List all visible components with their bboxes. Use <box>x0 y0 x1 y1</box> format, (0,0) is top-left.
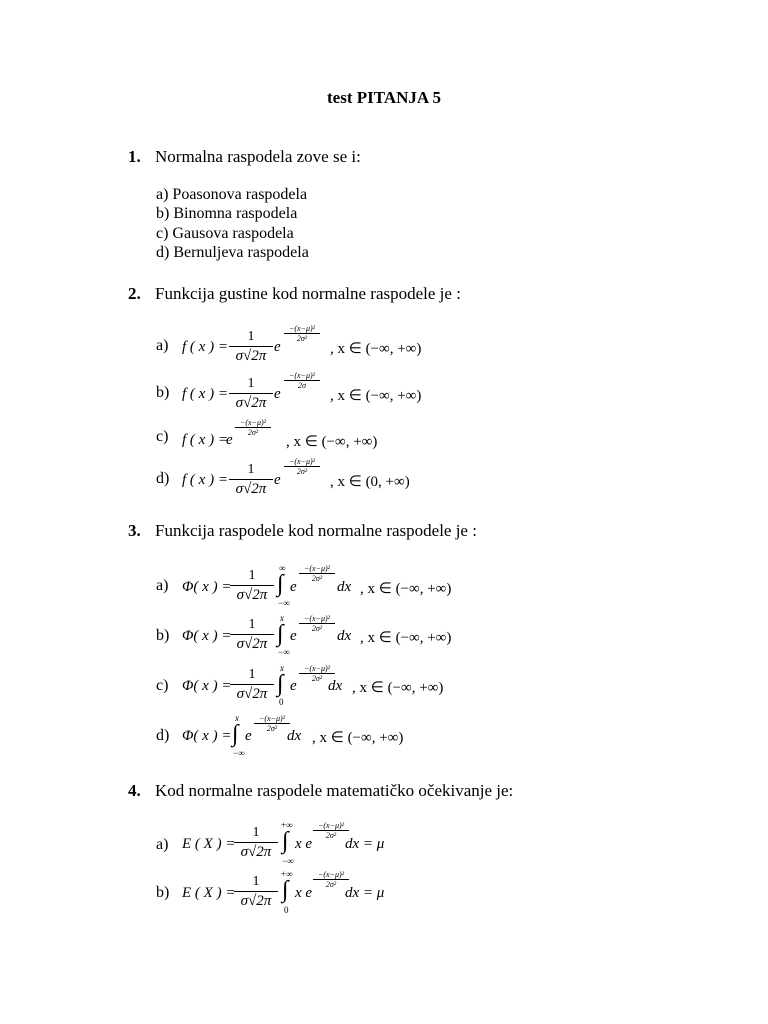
formula-3d-domain: , x ∈ (−∞, +∞) <box>312 730 404 746</box>
formula-3c-lower-limit: 0 <box>279 697 284 707</box>
formula-4b-lower-limit: 0 <box>284 905 289 915</box>
question-1-number: 1. <box>128 147 141 166</box>
formula-2d-fraction: 1 σ√2π <box>229 462 273 498</box>
formula-3d-lhs: Φ( x ) = <box>182 728 232 744</box>
question-1-option-d: d) Bernuljeva raspodela <box>156 244 309 261</box>
formula-3c-lhs: Φ( x ) = <box>182 678 232 694</box>
question-2-text: Funkcija gustine kod normalne raspodele je : <box>155 284 461 303</box>
question-3-label-b: b) <box>156 627 170 644</box>
formula-3c-exponent: −(x−μ)² 2σ² <box>297 664 337 683</box>
formula-3c-base: e <box>290 678 297 694</box>
formula-3a-domain: , x ∈ (−∞, +∞) <box>360 581 452 597</box>
formula-4a-integral: ∫ <box>282 828 289 854</box>
question-2-label-a: a) <box>156 337 169 354</box>
formula-4a-lower-limit: −∞ <box>282 856 294 866</box>
formula-4a-lhs: E ( X ) = <box>182 836 236 852</box>
formula-3a-lhs: Φ( x ) = <box>182 579 232 595</box>
formula-4b-lhs: E ( X ) = <box>182 885 236 901</box>
question-4-text: Kod normalne raspodele matematičko očekivanje je: <box>155 781 514 800</box>
formula-3b-lhs: Φ( x ) = <box>182 628 232 644</box>
question-2-label-c: c) <box>156 428 169 445</box>
formula-2c-domain: , x ∈ (−∞, +∞) <box>286 434 378 450</box>
page-title: test PITANJA 5 <box>327 88 441 107</box>
formula-2b-exponent: −(x−μ)² 2σ <box>282 371 322 390</box>
question-1-option-c: c) Gausova raspodela <box>156 225 294 242</box>
formula-3c-domain: , x ∈ (−∞, +∞) <box>352 680 444 696</box>
formula-3c-integral: ∫ <box>277 671 284 697</box>
formula-2a-fraction: 1 σ√2π <box>229 329 273 365</box>
formula-3c-dx: dx <box>328 678 343 694</box>
formula-3b-fraction: 1 σ√2π <box>230 617 274 653</box>
formula-2d-lhs: f ( x ) = <box>182 472 228 488</box>
question-2-label-b: b) <box>156 384 170 401</box>
formula-4a-upper-limit: +∞ <box>281 820 293 830</box>
formula-3d-dx: dx <box>287 728 302 744</box>
question-3-label-c: c) <box>156 677 169 694</box>
formula-2c-exponent: −(x−μ)² 2σ² <box>233 418 273 437</box>
formula-2b-domain: , x ∈ (−∞, +∞) <box>330 388 422 404</box>
formula-3d-exponent: −(x−μ)² 2σ² <box>252 714 292 733</box>
formula-3a-fraction: 1 σ√2π <box>230 568 274 604</box>
formula-2c-lhs: f ( x ) = <box>182 432 228 448</box>
formula-3b-lower-limit: −∞ <box>278 647 290 657</box>
formula-3d-integral: ∫ <box>232 721 239 747</box>
formula-4b-integrand: x e <box>295 885 313 901</box>
question-4-number: 4. <box>128 781 141 800</box>
formula-4b-fraction: 1 σ√2π <box>234 874 278 910</box>
formula-3d-upper-limit: x <box>235 713 239 723</box>
formula-3c-upper-limit: x <box>280 663 284 673</box>
formula-3b-exponent: −(x−μ)² 2σ² <box>297 614 337 633</box>
formula-4b-rhs: dx = μ <box>345 885 385 901</box>
question-3-text: Funkcija raspodele kod normalne raspodele je : <box>155 521 477 540</box>
formula-2a-lhs: f ( x ) = <box>182 339 228 355</box>
question-3-number: 3. <box>128 521 141 540</box>
formula-4a-rhs: dx = μ <box>345 836 385 852</box>
formula-2d-domain: , x ∈ (0, +∞) <box>330 474 410 490</box>
formula-2a-exponent: −(x−μ)² 2σ² <box>282 324 322 343</box>
formula-2a-domain: , x ∈ (−∞, +∞) <box>330 341 422 357</box>
formula-3b-base: e <box>290 628 297 644</box>
formula-4b-integral: ∫ <box>282 877 289 903</box>
question-1-option-a: a) Poasonova raspodela <box>156 186 308 203</box>
question-1-option-b: b) Binomna raspodela <box>156 205 298 222</box>
formula-4b-exponent: −(x−μ)² 2σ² <box>311 870 351 889</box>
formula-3b-upper-limit: x <box>280 613 284 623</box>
formula-3b-domain: , x ∈ (−∞, +∞) <box>360 630 452 646</box>
question-4-label-b: b) <box>156 884 170 901</box>
formula-2a-base: e <box>274 339 281 355</box>
formula-2b-base: e <box>274 386 281 402</box>
formula-3a-dx: dx <box>337 579 352 595</box>
formula-3a-lower-limit: −∞ <box>278 598 290 608</box>
question-3-label-d: d) <box>156 727 170 744</box>
formula-2c-base: e <box>226 432 233 448</box>
formula-4b-upper-limit: +∞ <box>281 869 293 879</box>
formula-2d-base: e <box>274 472 281 488</box>
question-2-number: 2. <box>128 284 141 303</box>
formula-3a-base: e <box>290 579 297 595</box>
formula-3a-integral: ∫ <box>277 571 284 597</box>
formula-4a-fraction: 1 σ√2π <box>234 825 278 861</box>
formula-3d-base: e <box>245 728 252 744</box>
formula-3b-dx: dx <box>337 628 352 644</box>
formula-4a-integrand: x e <box>295 836 313 852</box>
formula-3b-integral: ∫ <box>277 621 284 647</box>
formula-2b-fraction: 1 σ√2π <box>229 376 273 412</box>
formula-2b-lhs: f ( x ) = <box>182 386 228 402</box>
formula-3c-fraction: 1 σ√2π <box>230 667 274 703</box>
formula-3a-exponent: −(x−μ)² 2σ² <box>297 564 337 583</box>
question-4-label-a: a) <box>156 836 169 853</box>
formula-3a-upper-limit: ∞ <box>279 563 286 573</box>
formula-3d-lower-limit: −∞ <box>233 748 245 758</box>
question-2-label-d: d) <box>156 470 170 487</box>
question-3-label-a: a) <box>156 577 169 594</box>
formula-2d-exponent: −(x−μ)² 2σ² <box>282 457 322 476</box>
formula-4a-exponent: −(x−μ)² 2σ² <box>311 821 351 840</box>
question-1-text: Normalna raspodela zove se i: <box>155 147 361 166</box>
